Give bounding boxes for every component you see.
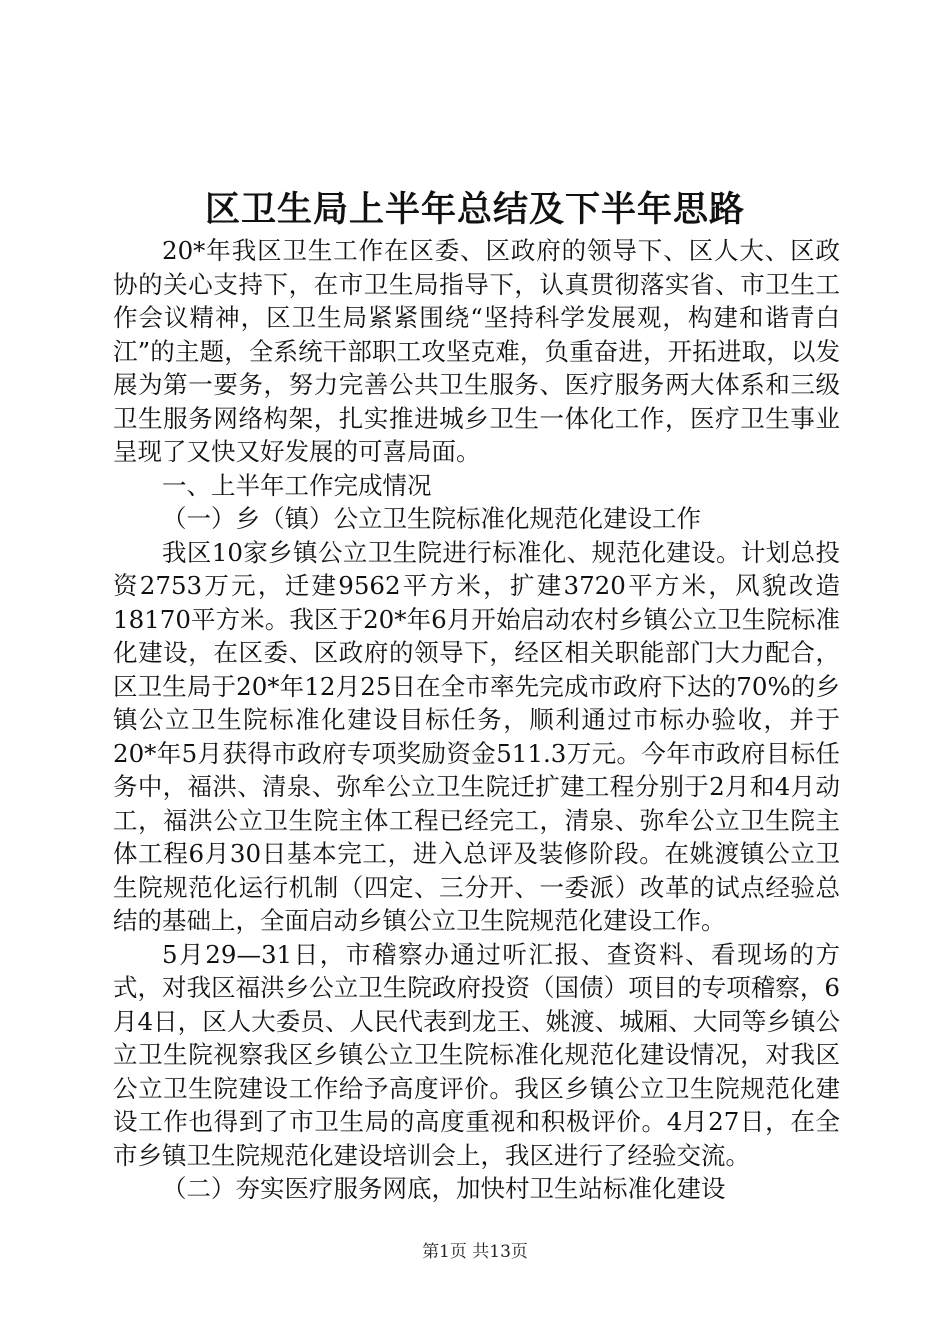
document-body xyxy=(113,234,840,1206)
subsection-heading-1: （一）乡（镇）公立卫生院标准化规范化建设工作 xyxy=(162,504,701,533)
subsection-heading-2: （二）夯实医疗服务网底，加快村卫生站标准化建设 xyxy=(162,1174,726,1203)
body-paragraph: 我区10家乡镇公立卫生院进行标准化、规范化建设。计划总投资2753万元，迁建9562平方米，扩建3720平方米，风貌改造18170平方米。我区于20*年6月开始启动农村乡镇公立卫生院标准化建设，在区委、区政府的领导下，经区相关职能部门大力配合，区卫生局于20*年12月25日在全市率先完成市政府下达的70%的乡镇公立卫生院标准化建设目标任务，顺利通过市标办验收，并于20*年5月获得市政府专项奖励资金511.3万元。今年市政府目标任务中，福洪、清泉、弥牟公立卫生院迁扩建工程分别于2月和4月动工，福洪公立卫生院主体工程已经完工，清泉、弥牟公立卫生院主体工程6月30日基本完工，进入总评及装修阶段。在姚渡镇公立卫生院规范化运行机制（四定、三分开、一委派）改革的试点经验总结的基础上，全面启动乡镇公立卫生院规范化建设工作。 xyxy=(113,537,840,935)
body-paragraph: 5月29—31日，市稽察办通过听汇报、查资料、看现场的方式，对我区福洪乡公立卫生院政府投资（国债）项目的专项稽察，6月4日，区人大委员、人民代表到龙王、姚渡、城厢、大同等乡镇公立卫生院视察我区乡镇公立卫生院标准化规范化建设情况，对我区公立卫生院建设工作给予高度评价。我区乡镇公立卫生院规范化建设工作也得到了市卫生局的高度重视和积极评价。4月27日，在全市乡镇卫生院规范化建设培训会上，我区进行了经验交流。 xyxy=(113,939,840,1170)
intro-paragraph: 20*年我区卫生工作在区委、区政府的领导下、区人大、区政协的关心支持下，在市卫生局指导下，认真贯彻落实省、市卫生工作会议精神，区卫生局紧紧围绕“坚持科学发展观，构建和谐青白江”的主题，全系统干部职工攻坚克难，负重奋进，开拓进取，以发展为第一要务，努力完善公共卫生服务、医疗服务两大体系和三级卫生服务网络构架，扎实推进城乡卫生一体化工作，医疗卫生事业呈现了又快又好发展的可喜局面。 xyxy=(113,236,840,466)
section-heading-1: 一、上半年工作完成情况 xyxy=(162,470,432,500)
document-title: 区卫生局上半年总结及下半年思路 xyxy=(204,189,745,230)
page-footer: 第1页 共13页 xyxy=(422,1242,528,1262)
